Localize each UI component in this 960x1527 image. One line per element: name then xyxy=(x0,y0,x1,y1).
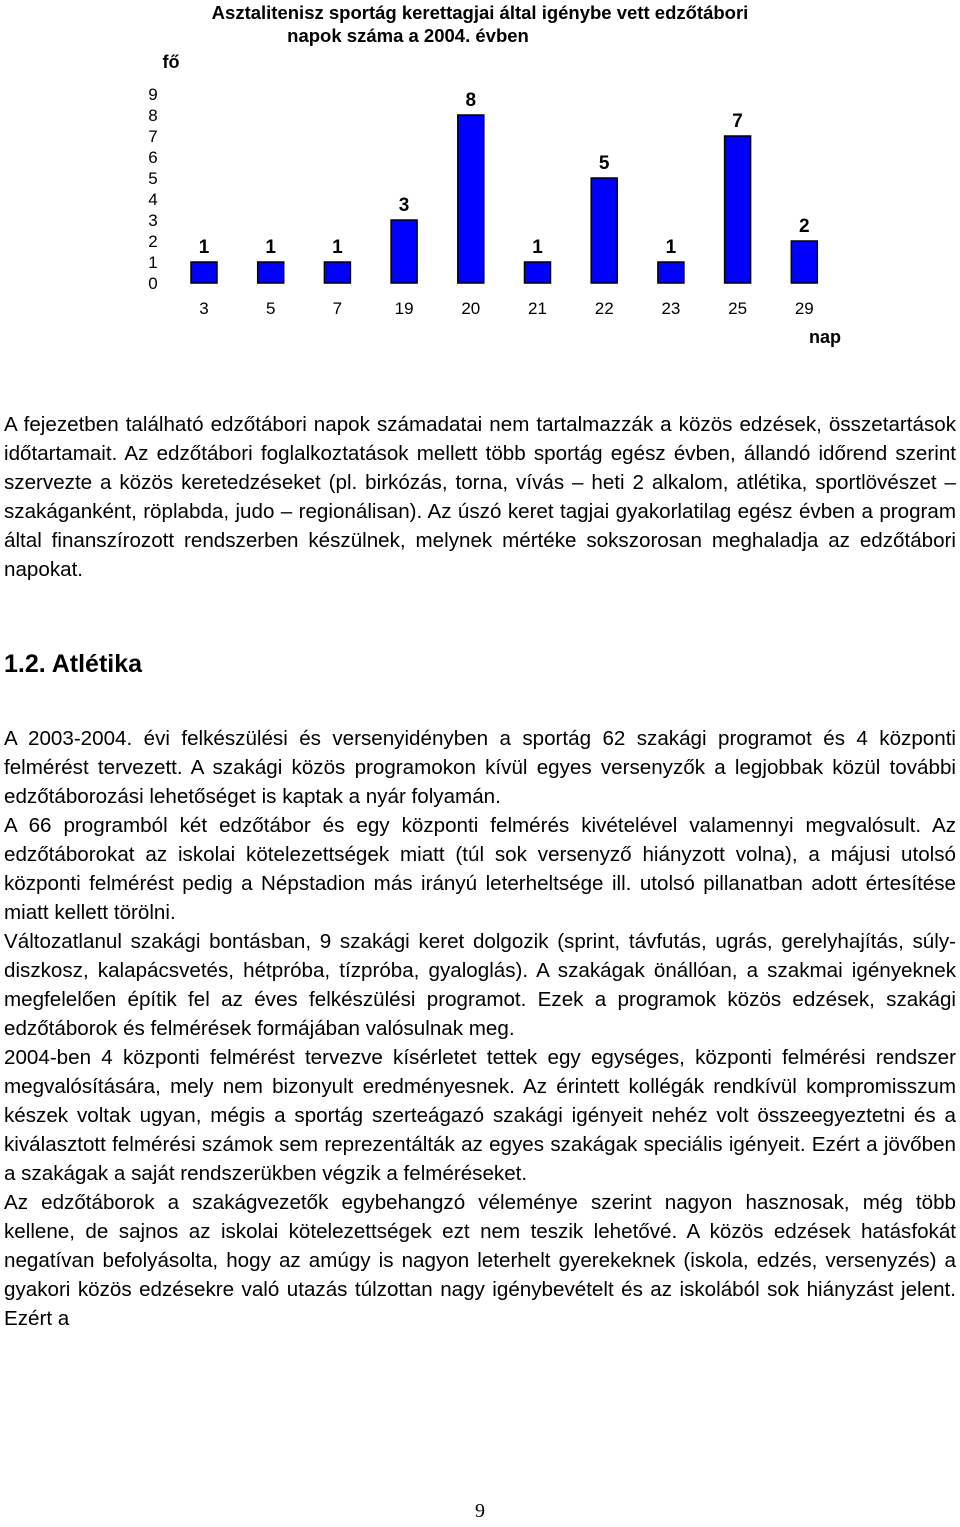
section-heading: 1.2. Atlétika xyxy=(4,650,143,678)
bar xyxy=(791,241,817,283)
y-tick-label: 3 xyxy=(148,211,158,230)
paragraph: A 66 programból két edzőtábor és egy központi felmérés kivételével valamennyi megvalósult. Az edzőtáborokat az iskolai kötelezettségek miatt (túl sok versenyző hiányzott volna), a májusi utolsó központi felmérést pedig a Népstadion más irányú leterheltsége ill. utolsó pillanatban adott értesítése miatt kellett törölni. xyxy=(4,814,956,924)
intro-paragraph xyxy=(4,410,956,584)
bar xyxy=(525,262,551,283)
paragraph: Az edzőtáborok a szakágvezetők egybehangzó véleménye szerint nagyon hasznosak, még több kellene, de sajnos az iskolai kötelezettségek ezt nem teszik lehetővé. A közös edzések hatásfokát negatívan befolyásolta, hogy az amúgy is nagyon leterhelt gyerekeknek (iskola, edzés, versenyzés) a gyakori közös edzésekre való utazás túlzottan nagy igénybevételt és az iskolából sok hiányzást jelent. Ezért a xyxy=(4,1191,956,1330)
value-label: 1 xyxy=(332,237,343,258)
bar xyxy=(258,262,284,283)
page-number: 9 xyxy=(475,1500,485,1522)
bar xyxy=(725,136,751,283)
x-axis-label: nap xyxy=(808,327,842,347)
y-tick-label: 7 xyxy=(148,127,158,146)
bars xyxy=(191,115,817,283)
bar xyxy=(658,262,684,283)
x-tick-label: 5 xyxy=(265,299,276,318)
section-body xyxy=(4,724,956,1333)
x-tick-label: 19 xyxy=(394,299,414,318)
y-tick-label: 2 xyxy=(148,232,158,251)
x-tick-label: 23 xyxy=(661,299,681,318)
x-tick-label: 22 xyxy=(594,299,614,318)
paragraph: Változatlanul szakági bontásban, 9 szakági keret dolgozik (sprint, távfutás, ugrás, gerelyhajítás, súly-diszkosz, kalapácsvetés, hétpróba, tízpróba, gyaloglás). A szakágak önállóan, a szakmai igényeknek megfelelően építik fel az éves felkészülési programot. Ezek a programok közös edzések, szakági edzőtáborok és felmérések formájában valósulnak meg. xyxy=(4,930,956,1040)
chart-title-line-2: napok száma a 2004. évben xyxy=(287,25,529,46)
y-axis-label: fő xyxy=(162,52,180,72)
bar xyxy=(391,220,417,283)
x-tick-label: 7 xyxy=(332,299,343,318)
x-tick-label: 29 xyxy=(794,299,814,318)
bar xyxy=(191,262,217,283)
value-label: 7 xyxy=(732,111,743,132)
y-tick-label: 6 xyxy=(148,148,158,167)
paragraph: A fejezetben található edzőtábori napok számadatai nem tartalmazzák a közös edzések, összetartások időtartamait. Az edzőtábori foglalkoztatások mellett több sportág egész évben, állandó időrend szerint szervezte a közös keretedzéseket (pl. birkózás, torna, vívás – heti 2 alkalom, atlétika, sportlövészet – szakáganként, röplabda, judo – regionálisan). Az úszó keret tagjai gyakorlatilag egész évben a program által finanszírozott rendszerben készülnek, melynek mértéke sokszorosan meghaladja az edzőtábori napokat. xyxy=(4,413,956,581)
paragraph: 2004-ben 4 központi felmérést tervezve kísérletet tettek egy egységes, központi felmérési rendszer megvalósítására, mely nem bizonyult eredményesnek. Az érintett kollégák rendkívül kompromisszum készek voltak ugyan, mégis a sportág szerteágazó szakági igényeit nehéz volt összeegyeztetni és a kiválasztott felmérési számok sem reprezentálták az egyes szakágak speciális igényeit. Ezért a jövőben a szakágak a saját rendszerükben végzik a felméréseket. xyxy=(4,1046,956,1185)
value-label: 1 xyxy=(265,237,276,258)
value-labels xyxy=(199,90,810,258)
value-label: 1 xyxy=(665,237,677,258)
value-label: 2 xyxy=(799,216,810,237)
value-label: 8 xyxy=(465,90,477,111)
y-tick-label: 8 xyxy=(148,106,158,125)
value-label: 5 xyxy=(598,153,610,174)
value-label: 3 xyxy=(398,195,410,216)
x-tick-label: 21 xyxy=(528,299,547,318)
y-tick-label: 4 xyxy=(148,190,158,209)
y-tick-label: 9 xyxy=(148,85,158,104)
x-tick-labels xyxy=(199,299,813,318)
bar xyxy=(324,262,350,283)
x-tick-label: 25 xyxy=(728,299,748,318)
y-tick-label: 0 xyxy=(148,274,158,293)
bar xyxy=(458,115,484,283)
paragraph: A 2003-2004. évi felkészülési és versenyidényben a sportág 62 szakági programot és 4 központi felmérést tervezett. A szakági közös programokon kívül egyes versenyzők a legjobbak közül további edzőtáborozási lehetőséget is kaptak a nyár folyamán. xyxy=(4,727,956,808)
bar-chart xyxy=(0,0,960,395)
y-tick-label: 1 xyxy=(148,253,158,272)
bar xyxy=(591,178,617,283)
x-tick-label: 3 xyxy=(199,299,209,318)
y-tick-label: 5 xyxy=(148,169,158,188)
x-tick-label: 20 xyxy=(461,299,481,318)
value-label: 1 xyxy=(198,237,210,258)
y-tick-labels xyxy=(148,85,157,293)
value-label: 1 xyxy=(532,237,543,258)
chart-title-line-1: Asztalitenisz sportág kerettagjai által igénybe vett edzőtábori xyxy=(211,2,749,23)
